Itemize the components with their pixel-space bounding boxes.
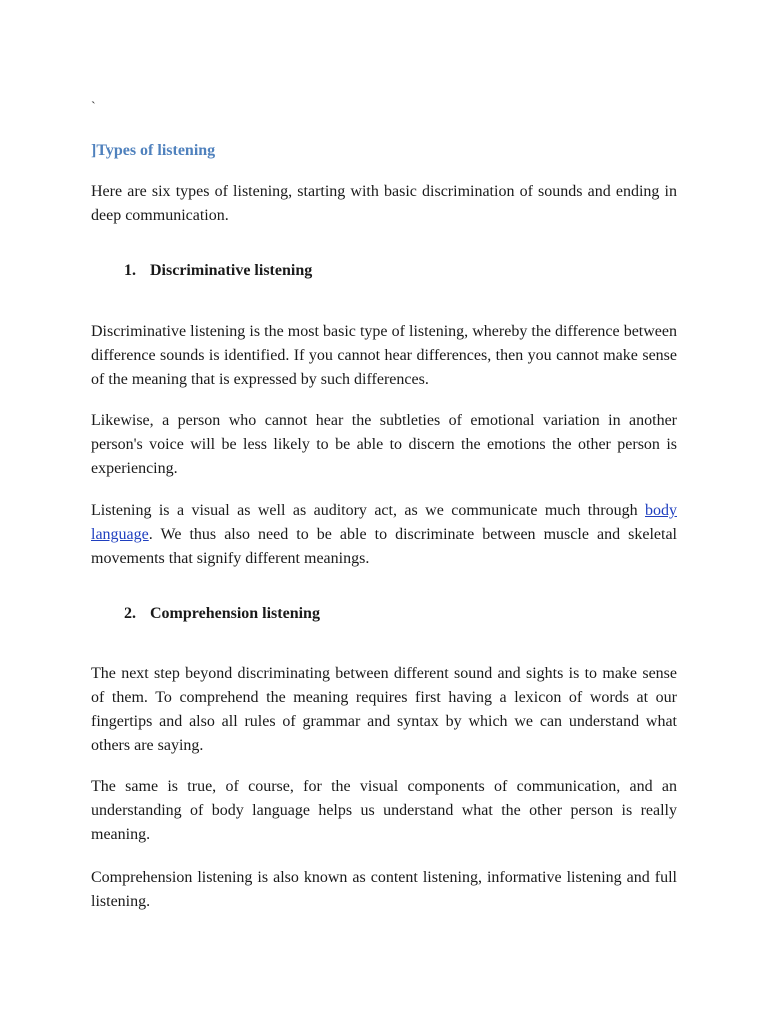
paragraph-with-link: [91, 499, 677, 571]
text-before-link: Listening is a visual as well as auditory act, as we communicate much through: [91, 502, 645, 519]
document-title: ]Types of listening: [91, 142, 216, 159]
section-number: 1.: [124, 262, 136, 279]
section-number: 2.: [124, 605, 136, 622]
paragraph: Discriminative listening is the most basic type of listening, whereby the difference between difference sounds is identified. If you cannot hear differences, then you cannot make sense of the meaning that is expressed by such differences.: [91, 323, 677, 388]
body-language-link[interactable]: body language: [91, 502, 677, 543]
stray-mark: `: [91, 100, 96, 115]
section-heading-comprehension: [91, 605, 320, 623]
section-title: Discriminative listening: [150, 262, 313, 279]
paragraph: Likewise, a person who cannot hear the subtleties of emotional variation in another person's voice will be less likely to be able to discern the emotions the other person is experiencing.: [91, 412, 677, 477]
paragraph: Comprehension listening is also known as content listening, informative listening and full listening.: [91, 869, 677, 910]
section-title: Comprehension listening: [150, 605, 320, 622]
paragraph: The same is true, of course, for the visual components of communication, and an understanding of body language helps us understand what the other person is really meaning.: [91, 778, 677, 843]
intro-paragraph: Here are six types of listening, starting with basic discrimination of sounds and ending in deep communication.: [91, 183, 677, 224]
section-heading-discriminative: [91, 262, 312, 280]
text-after-link: . We thus also need to be able to discriminate between muscle and skeletal movements that signify different meanings.: [91, 526, 677, 567]
paragraph: The next step beyond discriminating between different sound and sights is to make sense of them. To comprehend the meaning requires first having a lexicon of words at our fingertips and also all rules of grammar and syntax by which we can understand what others are saying.: [91, 665, 677, 754]
